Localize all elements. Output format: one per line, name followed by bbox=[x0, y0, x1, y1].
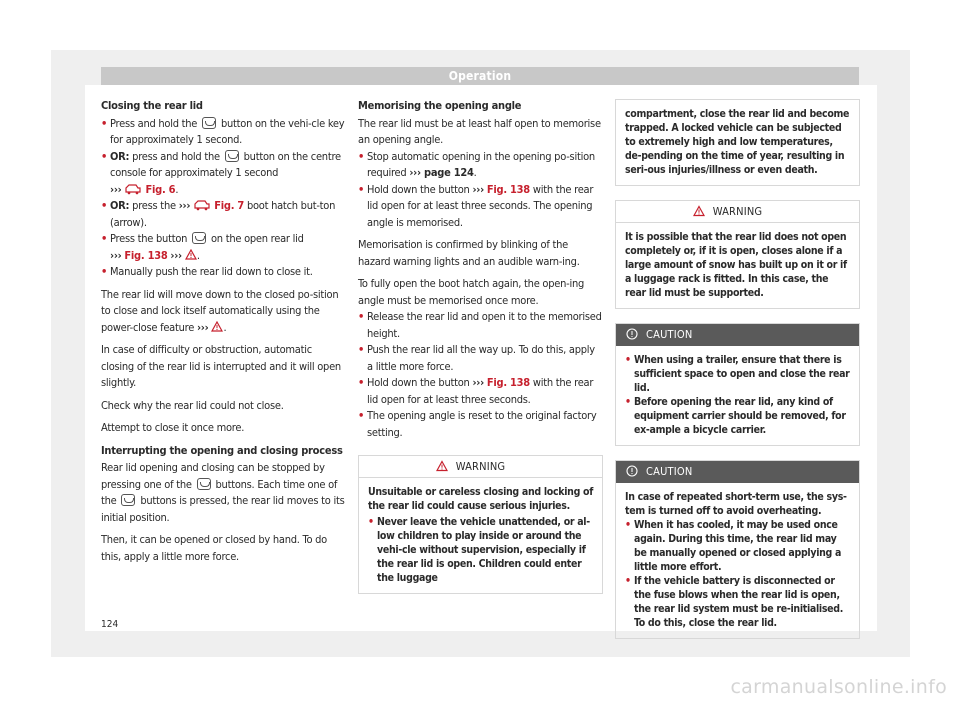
caution-circle-icon bbox=[626, 328, 638, 340]
list-item: • Hold down the button ››› Fig. 138 with the rear lid open for at least three seconds. bbox=[358, 376, 594, 406]
bullet-dot-icon: • bbox=[625, 396, 631, 408]
bullet-dot-icon: • bbox=[625, 519, 631, 531]
caution-box bbox=[615, 323, 860, 446]
list-item: • Never leave the vehicle unattended, or al-low children to play inside or around the vehi-cle without supervision, especially if the rear lid is open. Children could enter the luggage bbox=[368, 516, 590, 584]
figure-link[interactable]: Fig. 6 bbox=[145, 182, 176, 196]
warning-box-body: Unsuitable or careless closing and locking of the rear lid could cause serious injuries. • Never leave the vehicle unattended, or al-low children to play inside or around the vehi-cle without supervision, especially if the rear lid is open. Children could enter the luggage bbox=[368, 486, 594, 584]
paragraph: Check why the rear lid could not close. bbox=[101, 398, 284, 412]
warning-triangle-icon bbox=[436, 460, 448, 472]
page-number: 124 bbox=[101, 619, 119, 630]
list-item: • The opening angle is reset to the original factory setting. bbox=[358, 409, 597, 439]
list-item: • Push the rear lid all the way up. To do this, apply a little more force. bbox=[358, 343, 595, 373]
paragraph: Memorisation is confirmed by blinking of the hazard warning lights and an audible warn-ing. bbox=[358, 238, 580, 268]
paragraph: Rear lid opening and closing can be stopped by pressing one of the buttons. Each time one of the buttons is pressed, the rear lid moves to its initial position. bbox=[101, 461, 345, 524]
bullet-dot-icon: • bbox=[625, 575, 631, 587]
tailgate-key-icon bbox=[121, 494, 135, 506]
paragraph: Then, it can be opened or closed by hand. To do this, apply a little more force. bbox=[101, 533, 327, 563]
tailgate-key-icon bbox=[197, 478, 211, 490]
paragraph: The rear lid will move down to the closed po-sition to close and lock itself automatically using the power-close feature ››› . bbox=[101, 287, 339, 334]
bullet-dot-icon: • bbox=[358, 182, 365, 196]
list-item: • Release the rear lid and open it to the memorised height. bbox=[358, 310, 602, 340]
bullet-dot-icon: • bbox=[358, 310, 365, 323]
list-item: • When using a trailer, ensure that there is sufficient space to open and close the rear lid. bbox=[625, 354, 850, 394]
paragraph: To fully open the boot hatch again, the open-ing angle must be memorised once more. bbox=[358, 277, 585, 307]
warning-box-header: WARNING bbox=[616, 201, 859, 223]
bullet-dot-icon: • bbox=[358, 343, 365, 356]
watermark: carmanualsonline.info bbox=[730, 676, 947, 698]
paragraph: In case of difficulty or obstruction, automatic closing of the rear lid is interrupted and it will open slightly. bbox=[101, 343, 341, 389]
bullet-dot-icon: • bbox=[368, 516, 374, 528]
page-link[interactable]: ››› page 124 bbox=[409, 166, 474, 179]
paragraph: Attempt to close it once more. bbox=[101, 421, 245, 434]
figure-link[interactable]: Fig. 138 bbox=[124, 248, 168, 262]
car-rear-icon bbox=[124, 183, 142, 195]
bullet-dot-icon: • bbox=[358, 149, 365, 163]
car-rear-icon bbox=[193, 199, 211, 211]
list-item: • Press the button on the open rear lid ››› Fig. 138 ››› . bbox=[101, 232, 304, 262]
tailgate-key-icon bbox=[192, 232, 206, 244]
list-item: • OR: press the ››› Fig. 7 boot hatch but-ton (arrow). bbox=[101, 199, 336, 229]
list-item: • Hold down the button ››› Fig. 138 with the rear lid open for at least three seconds. The opening angle is memorised. bbox=[358, 182, 594, 229]
paragraph: The rear lid must be at least half open to memorise an opening angle. bbox=[358, 116, 601, 146]
bullet-dot-icon: • bbox=[101, 199, 108, 212]
warning-triangle-icon bbox=[693, 205, 705, 217]
list-item: • Manually push the rear lid down to close it. bbox=[101, 264, 347, 281]
caution-box-body: In case of repeated short-term use, the sys-tem is turned off to avoid overheating. • When it has cooled, it may be used once again. During this time, the rear lid may be manually opened or closed applying a little more effort. • If the vehicle battery is disconnected or the fuse blows when the rear lid is open, the rear lid system must be re-initialised. To do this, close the rear lid. bbox=[616, 483, 859, 638]
warning-triangle-icon bbox=[211, 321, 223, 332]
tailgate-key-icon bbox=[202, 117, 216, 129]
caution-box-body bbox=[616, 346, 859, 445]
bullet-dot-icon: • bbox=[101, 265, 108, 278]
figure-link[interactable]: Fig. 138 bbox=[486, 376, 530, 389]
caution-box-header: CAUTION bbox=[616, 461, 859, 483]
figure-link[interactable]: Fig. 138 bbox=[486, 182, 530, 196]
warning-triangle-icon bbox=[185, 249, 197, 260]
bullet-dot-icon: • bbox=[358, 409, 365, 422]
page-content bbox=[85, 85, 877, 631]
figure-link[interactable]: Fig. 7 bbox=[214, 199, 245, 212]
warning-box-body: It is possible that the rear lid does not open completely or, if it is open, closes alone if a large amount of snow has built up on it or if a luggage rack is fitted. In this case, the rear lid must be supported. bbox=[625, 231, 847, 299]
column-1 bbox=[101, 98, 347, 571]
list-item: • Before opening the rear lid, any kind of equipment carrier should be removed, for ex-ample a bicycle carrier. bbox=[625, 396, 846, 436]
warning-box-header: WARNING bbox=[359, 456, 602, 478]
heading-closing: Closing the rear lid bbox=[101, 99, 203, 112]
list-item: • Stop automatic opening in the opening po-sition required ››› page 124. bbox=[358, 149, 595, 179]
warning-box bbox=[358, 455, 603, 594]
bullet-dot-icon: • bbox=[625, 354, 631, 366]
list-item: • OR: press and hold the button on the centre console for approximately 1 second ››› Fig. 6. bbox=[101, 149, 341, 196]
list-item: • Press and hold the button on the vehi-cle key for approximately 1 second. bbox=[101, 116, 345, 146]
tailgate-key-icon bbox=[225, 150, 239, 162]
section-header: Operation bbox=[101, 67, 859, 85]
warning-box-continued bbox=[615, 99, 860, 186]
caution-box-header: CAUTION bbox=[616, 324, 859, 346]
caution-circle-icon bbox=[626, 465, 638, 477]
bullet-dot-icon: • bbox=[101, 232, 108, 245]
heading-interrupting: Interrupting the opening and closing process bbox=[101, 443, 343, 457]
column-2 bbox=[358, 98, 603, 594]
bullet-dot-icon: • bbox=[358, 376, 365, 389]
bullet-dot-icon: • bbox=[101, 116, 108, 130]
warning-box-body: compartment, close the rear lid and become trapped. A locked vehicle can be subjected to extremely high and low temperatures, de-pending on the time of year, resulting in seri-ous injuries/illness or even death. bbox=[625, 108, 850, 176]
column-3 bbox=[615, 99, 860, 639]
list-item: • If the vehicle battery is disconnected or the fuse blows when the rear lid is open, the rear lid system must be re-initialised. To do this, close the rear lid. bbox=[625, 575, 844, 629]
warning-box bbox=[615, 200, 860, 309]
bullet-dot-icon: • bbox=[101, 149, 108, 163]
caution-box bbox=[615, 460, 860, 639]
list-item: • When it has cooled, it may be used once again. During this time, the rear lid may be manually opened or closed applying a little more effort. bbox=[625, 519, 842, 573]
heading-memorising: Memorising the opening angle bbox=[358, 99, 522, 112]
